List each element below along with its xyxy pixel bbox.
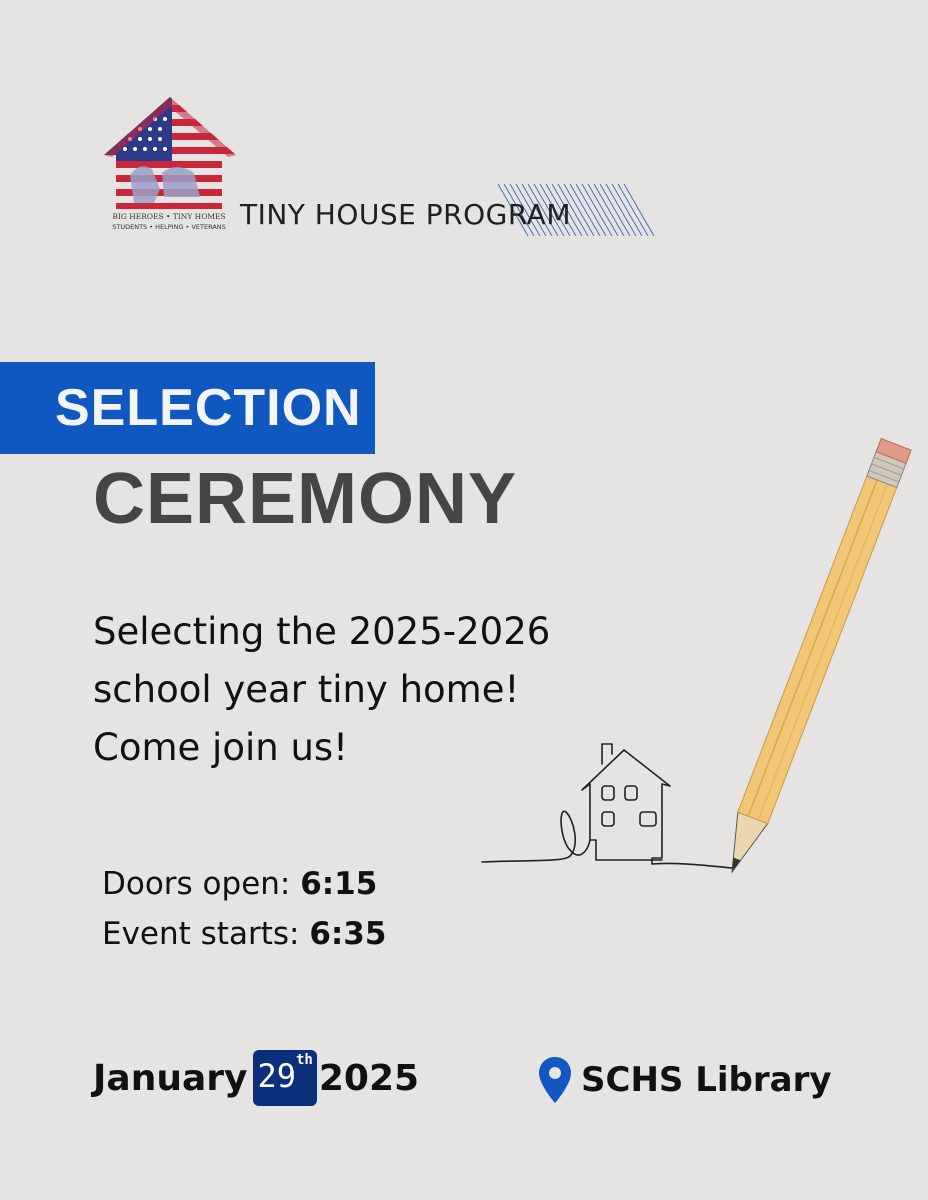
headline-selection: SELECTION (55, 379, 362, 437)
event-start-label: Event starts: (102, 916, 310, 952)
date-day-badge (253, 1050, 316, 1106)
date-day-suffix: th (296, 1052, 313, 1068)
event-location (537, 1052, 832, 1108)
doors-open-line (102, 866, 377, 902)
program-logo (100, 95, 240, 235)
map-pin-icon (537, 1055, 573, 1105)
headline-ceremony: CEREMONY (93, 459, 518, 539)
description-line-1: Selecting the 2025-2026 (93, 610, 551, 653)
event-start-time: 6:35 (309, 916, 387, 952)
pencil-house-illustration (470, 340, 928, 880)
pencil-icon (717, 439, 911, 878)
logo-top-text: BIG HEROES • TINY HOMES (112, 212, 226, 221)
event-start-line (102, 916, 386, 952)
description-line-2: school year tiny home! (93, 668, 520, 711)
logo-bottom-text: STUDENTS • HELPING • VETERANS (112, 223, 226, 231)
date-month: January (93, 1057, 248, 1099)
event-date (93, 1048, 419, 1108)
description-line-3: Come join us! (93, 726, 349, 769)
house-sketch-icon (482, 744, 732, 868)
date-day: 29 (257, 1057, 296, 1095)
program-title: TINY HOUSE PROGRAM (240, 198, 571, 231)
doors-open-label: Doors open: (102, 866, 301, 902)
date-year: 2025 (318, 1057, 420, 1099)
doors-open-time: 6:15 (300, 866, 378, 902)
location-name: SCHS Library (581, 1060, 832, 1100)
